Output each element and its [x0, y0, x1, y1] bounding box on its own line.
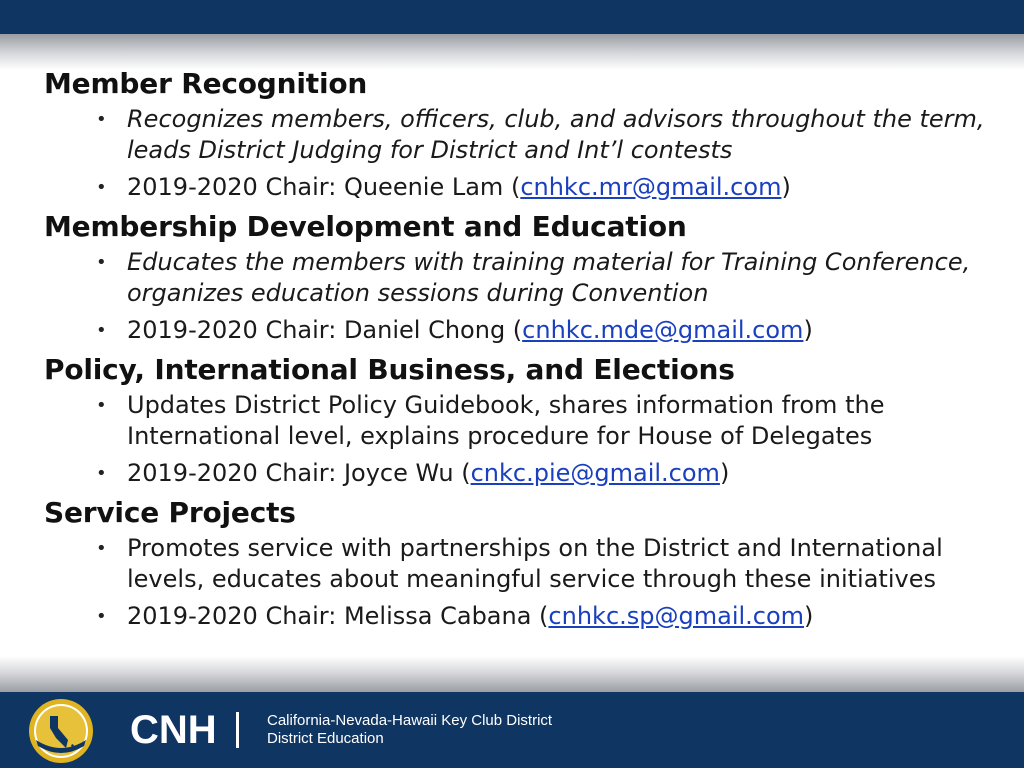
top-banner [0, 0, 1024, 34]
chair-text: 2019-2020 Chair: Melissa Cabana ( [127, 602, 549, 630]
description-text: Updates District Policy Guidebook, shares information from the International level, explains procedure for House of Delegates [127, 391, 885, 450]
bullet-list [44, 533, 1004, 632]
section-title-service-projects: Service Projects [44, 496, 296, 529]
footer-subtitle: District Education [267, 730, 384, 747]
bullet-icon: • [96, 177, 107, 198]
description-text: Promotes service with partnerships on the District and International levels, educates about meaningful service through these initiatives [127, 534, 943, 593]
brand-cnh: CNH [130, 708, 217, 752]
email-link-sp[interactable]: cnhkc.sp@gmail.com [548, 602, 805, 630]
email-link-mde[interactable]: cnhkc.mde@gmail.com [522, 316, 804, 344]
description-text: Educates the members with training material for Training Conference, organizes education sessions during Convention [127, 248, 971, 307]
description-text: Recognizes members, officers, club, and advisors throughout the term, leads District Judging for District and Int’l contests [127, 105, 985, 164]
bullet-icon: • [96, 606, 107, 627]
top-gradient-band [0, 34, 1024, 70]
chair-text: 2019-2020 Chair: Queenie Lam ( [127, 173, 521, 201]
chair-suffix: ) [719, 459, 730, 487]
key-club-logo-icon [28, 698, 94, 764]
chair-suffix: ) [781, 173, 791, 201]
bullet-chair [44, 315, 1004, 346]
bullet-icon: • [96, 320, 107, 341]
footer-district-name: California-Nevada-Hawaii Key Club District [267, 712, 553, 729]
bullet-icon: • [96, 538, 107, 559]
bottom-gradient-band [0, 656, 1024, 692]
slide-content [44, 66, 1004, 638]
chair-suffix: ) [804, 602, 814, 630]
section-title-membership-development: Membership Development and Education [44, 210, 687, 243]
bullet-list [44, 104, 1004, 203]
bullet-list [44, 390, 1004, 489]
chair-text: 2019-2020 Chair: Joyce Wu ( [127, 459, 471, 487]
bullet-list [44, 247, 1004, 346]
chair-text: 2019-2020 Chair: Daniel Chong ( [127, 316, 523, 344]
bullet-description [44, 533, 1004, 595]
email-link-pie[interactable]: cnkc.pie@gmail.com [470, 459, 720, 487]
bullet-icon: • [96, 463, 107, 484]
section-title-member-recognition: Member Recognition [44, 67, 368, 100]
bullet-icon: • [96, 252, 107, 273]
bullet-description [44, 104, 1004, 166]
chair-suffix: ) [803, 316, 813, 344]
bullet-description [44, 247, 1004, 309]
bullet-icon: • [96, 395, 107, 416]
bullet-icon: • [96, 109, 107, 130]
bullet-description [44, 390, 1004, 452]
footer-separator [236, 712, 239, 748]
email-link-mr[interactable]: cnhkc.mr@gmail.com [520, 173, 782, 201]
section-title-policy: Policy, International Business, and Elections [44, 353, 735, 386]
bullet-chair [44, 458, 1004, 489]
bullet-chair [44, 601, 1004, 632]
bullet-chair [44, 172, 1004, 203]
